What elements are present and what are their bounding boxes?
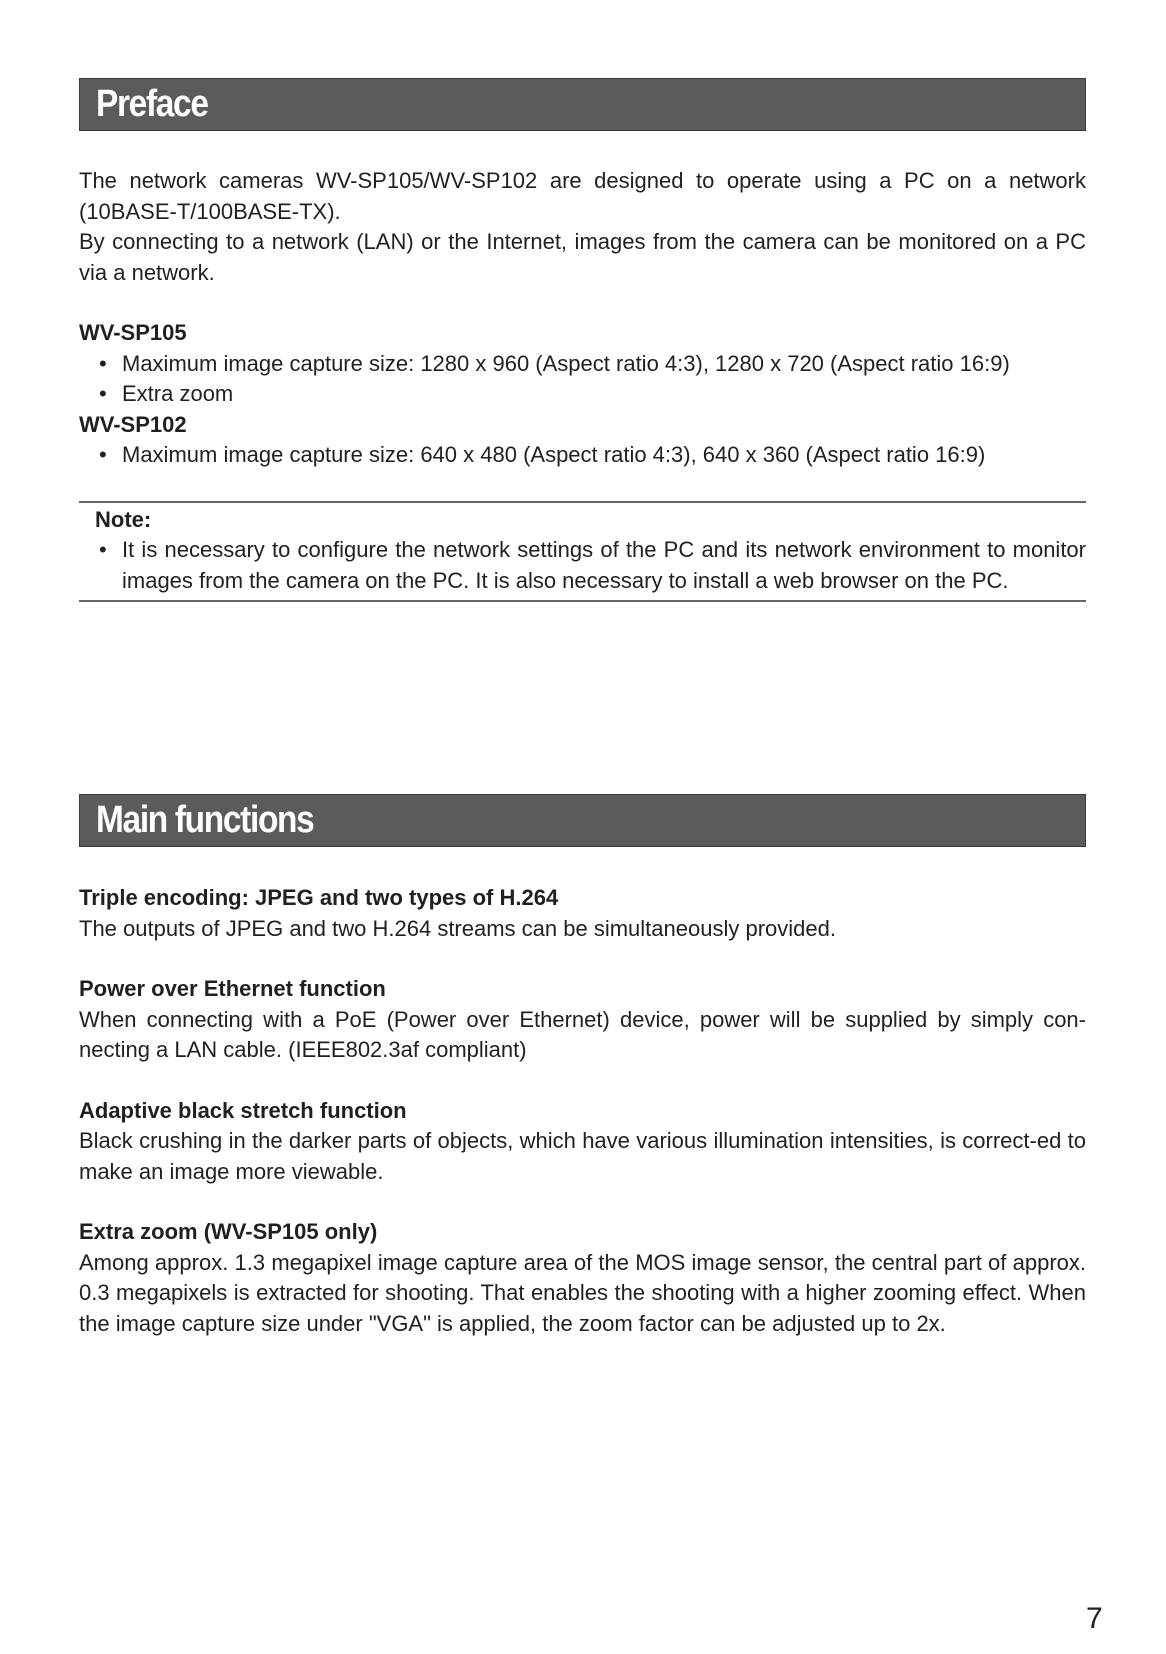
bullet-icon: • [99,350,107,376]
feature-body: When connecting with a PoE (Power over Ethernet) device, power will be supplied by simply con-necting a LAN cable. (IEEE802.3af compliant) [79,1006,1086,1062]
feature-poe [79,974,1086,1066]
page-number: 7 [1086,1602,1103,1635]
preface-intro [79,166,1086,288]
note-box [79,501,1086,603]
feature-heading: Power over Ethernet function [79,976,386,1001]
list-item [79,379,1086,410]
main-functions-section [79,794,1086,1339]
list-item-text: Maximum image capture size: 640 x 480 (Aspect ratio 4:3), 640 x 360 (Aspect ratio 16:9) [122,442,986,467]
model-heading-wv-sp102: WV-SP102 [79,411,187,437]
feature-triple-encoding [79,883,1086,944]
list-item-text: Maximum image capture size: 1280 x 960 (Aspect ratio 4:3), 1280 x 720 (Aspect ratio 16:9) [122,350,1010,376]
feature-body: The outputs of JPEG and two H.264 streams can be simultaneously provided. [79,915,836,941]
feature-body: Among approx. 1.3 megapixel image capture area of the MOS image sensor, the central part of approx. 0.3 megapixels is extracted for shooting. That enables the shooting with a higher zooming effect. When the image capture size under "VGA" is applied, the zoom factor can be adjusted up to 2x. [79,1249,1086,1336]
preface-header-bar [79,78,1086,131]
feature-heading: Adaptive black stretch function [79,1097,407,1123]
list-item [79,349,1086,380]
feature-heading: Triple encoding: JPEG and two types of H.264 [79,885,559,910]
feature-body: Black crushing in the darker parts of objects, which have various illumination intensities, is correct-ed to make an image more viewable. [79,1128,1086,1184]
intro-paragraph-1: The network cameras WV-SP105/WV-SP102 are designed to operate using a PC on a network (10BASE-T/100BASE-TX). [79,168,1086,224]
bullet-icon: • [99,537,107,562]
main-functions-header-bar [79,794,1086,847]
note-title: Note: [95,506,152,532]
feature-adaptive-black-stretch [79,1096,1086,1188]
model-bullets-wv-sp105 [79,349,1086,410]
preface-title: Preface [96,83,208,125]
model-heading-wv-sp105: WV-SP105 [79,320,187,345]
model-specs [79,318,1086,471]
feature-list [79,883,1086,1339]
feature-heading: Extra zoom (WV-SP105 only) [79,1219,378,1244]
note-bullets [79,535,1086,596]
preface-section [79,78,1086,602]
list-item [79,535,1086,596]
main-functions-title: Main functions [96,799,314,841]
feature-extra-zoom [79,1217,1086,1339]
model-bullets-wv-sp102 [79,440,1086,471]
list-item-text: Extra zoom [122,381,234,406]
list-item-text: It is necessary to configure the network settings of the PC and its network environment to monitor images from the camera on the PC. It is also necessary to install a web browser on the PC. [122,537,1086,593]
bullet-icon: • [99,442,107,467]
intro-paragraph-2: By connecting to a network (LAN) or the Internet, images from the camera can be monitored on a PC via a network. [79,229,1086,285]
list-item [79,440,1086,471]
bullet-icon: • [99,381,107,406]
